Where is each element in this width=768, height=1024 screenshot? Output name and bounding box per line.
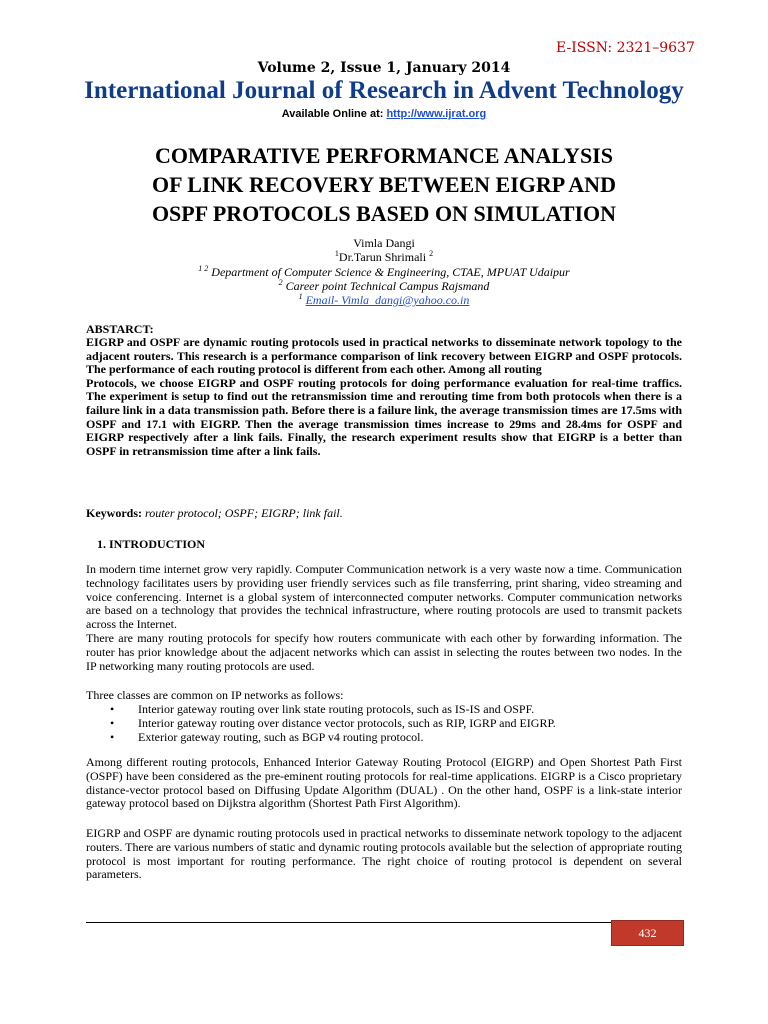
abstract-paragraph: Protocols, we choose EIGRP and OSPF routing protocols for doing performance evaluation for real-time traffics. The experiment is setup to find out the retransmission time and rerouting time from both protocols when there is a failure link in a data transmission path. Before there is a failure link, the average transmission times are 17.5ms with OSPF and 17.1 with EIGRP. Then the average transmission times increase to 29ms and 28.4ms for OSPF and EIGRP respectively after a link fails. Finally, the research experiment results show that EIGRP is a better than OSPF in retransmission time after a link fails. — [86, 375, 682, 458]
list-item — [110, 717, 670, 731]
intro-paragraph-1 — [86, 563, 682, 673]
list-item — [110, 731, 670, 745]
affiliation-1 — [0, 265, 768, 280]
intro-paragraph-4: Among different routing protocols, Enhanced Interior Gateway Routing Protocol (EIGRP) and Open Shortest Path First (OSPF) have been considered as the pre-eminent routing protocols for real-time applications. EIGRP is a Cisco proprietary distance-vector protocol based on Diffusing Update Algorithm (DUAL) . On the other hand, OSPF is a link-state interior gateway protocol based on Dijkstra algorithm (Shortest Path First Algorithm). — [86, 755, 682, 811]
list-item — [110, 703, 670, 717]
body-paragraph: There are many routing protocols for specify how routers communicate with each other by forwarding information. The router has prior knowledge about the adjacent networks which can assist in selecting the routes between two nodes. In the IP networking many routing protocols are used. — [86, 630, 682, 673]
author-email-link[interactable]: Email- Vimla_dangi@yahoo.co.in — [305, 293, 470, 307]
paper-title — [40, 141, 728, 228]
bullet-icon: • — [110, 729, 115, 744]
footer-divider — [86, 922, 684, 923]
online-availability — [0, 108, 768, 120]
intro-paragraph-classes: Three classes are common on IP networks as follows: — [86, 688, 344, 702]
affiliation-2 — [0, 279, 768, 294]
keywords-label: Keywords: — [86, 506, 142, 520]
title-line: COMPARATIVE PERFORMANCE ANALYSIS — [155, 143, 613, 168]
protocol-classes-list — [110, 703, 670, 744]
journal-title: International Journal of Research in Advent Technology — [84, 77, 684, 104]
section-heading-introduction: 1. INTRODUCTION — [97, 537, 206, 551]
keywords-value: router protocol; OSPF; EIGRP; link fail. — [142, 506, 343, 520]
keywords — [86, 506, 343, 521]
volume-issue-line: Volume 2, Issue 1, January 2014 — [257, 60, 511, 76]
affiliation-1-sup: 1 2 — [198, 264, 209, 273]
body-paragraph: In modern time internet grow very rapidly. Computer Communication network is a very waste now a time. Communication technology facilitates users by providing user friendly services such as file transferring, print sharing, video streaming and voice conferencing. Internet is a global system of interconnected computer networks. Computer communication networks are based on a technology that provides the technical infrastructure, where routing protocols are used to transmit packets across the Internet. — [86, 562, 682, 632]
abstract-paragraph: EIGRP and OSPF are dynamic routing protocols used in practical networks to disseminate network topology to the adjacent routers. This research is a performance comparison of link recovery between EIGRP and OSPF protocols. The performance of each routing protocol is different from each other. Among all routing — [86, 335, 682, 377]
affiliation-1-text: Department of Computer Science & Engineering, CTAE, MPUAT Udaipur — [208, 265, 570, 279]
list-item-text: Exterior gateway routing, such as BGP v4 routing protocol. — [138, 729, 424, 744]
affiliation-3 — [0, 293, 768, 308]
intro-paragraph-5: EIGRP and OSPF are dynamic routing protocols used in practical networks to disseminate network topology to the adjacent routers. There are various numbers of static and dynamic routing protocols available but the selection of appropriate routing protocol is most important for routing performance. The right choice of routing protocol is dependent on several parameters. — [86, 826, 682, 882]
affiliation-2-text: Career point Technical Campus Rajsmand — [282, 279, 490, 293]
bullet-icon: • — [110, 715, 115, 730]
affiliation-2-sup: 2 — [278, 278, 283, 287]
list-item-text: Interior gateway routing over distance vector protocols, such as RIP, IGRP and EIGRP. — [138, 715, 556, 730]
author-2-name: Dr.Tarun Shrimali — [338, 250, 430, 264]
author-2-sup-post: 2 — [429, 249, 434, 258]
title-line: OF LINK RECOVERY BETWEEN EIGRP AND — [152, 172, 616, 197]
author-2-sup-pre: 1 — [334, 249, 339, 258]
author-1: Vimla Dangi — [353, 236, 415, 250]
abstract-body — [86, 336, 682, 458]
issn-label: E-ISSN: 2321–9637 — [556, 40, 695, 56]
page-number-badge: 432 — [611, 920, 684, 946]
list-item-text: Interior gateway routing over link state routing protocols, such as IS-IS and OSPF. — [138, 702, 535, 716]
affiliation-3-sup: 1 — [298, 292, 303, 301]
author-2 — [0, 250, 768, 265]
journal-url-link[interactable]: http://www.ijrat.org — [386, 108, 487, 120]
online-label: Available Online at: — [281, 108, 387, 120]
title-line: OSPF PROTOCOLS BASED ON SIMULATION — [151, 201, 617, 226]
abstract-heading: ABSTARCT: — [86, 322, 154, 336]
bullet-icon: • — [110, 702, 115, 716]
